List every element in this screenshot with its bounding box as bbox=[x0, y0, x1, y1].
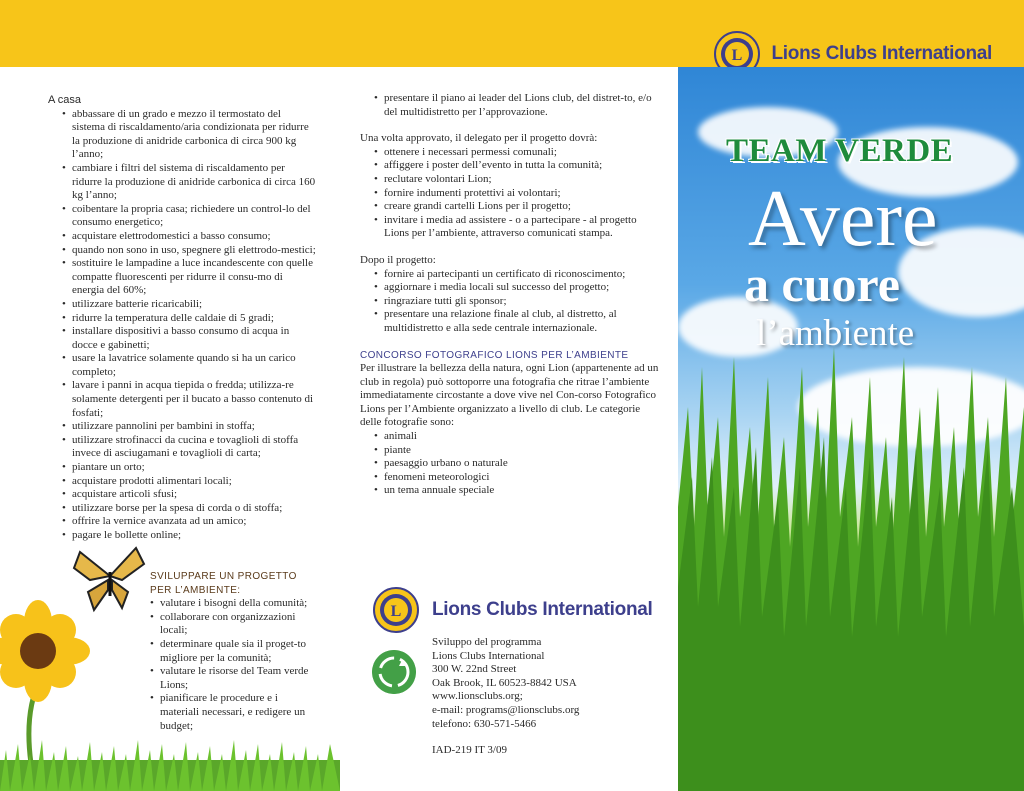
list-item: • collaborare con organizzazioni locali; bbox=[150, 611, 318, 638]
list-item: • acquistare prodotti alimentari locali; bbox=[48, 475, 316, 489]
list-item: • creare grandi cartelli Lions per il progetto; bbox=[360, 200, 660, 214]
list-item: • acquistare articoli sfusi; bbox=[48, 488, 316, 502]
list-item: • ringraziare tutti gli sponsor; bbox=[360, 295, 660, 309]
cover-title-line2: a cuore bbox=[744, 256, 900, 312]
list-item: • affiggere i poster dell’evento in tutta la comunità; bbox=[360, 159, 660, 173]
list-item: • animali bbox=[360, 430, 660, 444]
list-item: • lavare i panni in acqua tiepida o fredda; utilizza-re solamente detergenti per il bucato a basso contenuto di fosfati; bbox=[48, 379, 316, 420]
lions-emblem-icon bbox=[372, 586, 420, 634]
project-heading: SVILUPPARE UN PROGETTO PER L’AMBIENTE: bbox=[150, 571, 297, 596]
list-item: • utilizzare batterie ricaricabili; bbox=[48, 298, 316, 312]
list-item: • acquistare elettrodomestici a basso consumo; bbox=[48, 230, 316, 244]
contact-line: Oak Brook, IL 60523-8842 USA bbox=[432, 676, 577, 689]
after-project-list bbox=[360, 268, 660, 336]
grass-strip-image bbox=[0, 740, 340, 791]
cover-panel bbox=[678, 67, 1024, 791]
svg-text:L: L bbox=[390, 603, 402, 620]
list-item: • valutare le risorse del Team verde Lions; bbox=[150, 665, 318, 692]
contest-text: Per illustrare la bellezza della natura, ogni Lion (appartenente ad un club in regola) può sottoporre una fotografia che ritrae l’ambiente immediatamente circostante a dove vive nel Con-corso Fotografico Lions per l’Ambiente organizzato a livello di club. Le categorie delle fotografie sono: bbox=[360, 362, 659, 429]
project-steps-list bbox=[150, 597, 318, 733]
list-item: • piante bbox=[360, 444, 660, 458]
list-item: • presentare il piano ai leader del Lions club, del distret-to, e/o del multidistretto per l’approvazione. bbox=[360, 92, 660, 119]
list-item: • pianificare le procedure e i materiali necessari, e redigere un budget; bbox=[150, 692, 318, 733]
project-section bbox=[150, 570, 318, 733]
list-item: • aggiornare i media locali sul successo del progetto; bbox=[360, 281, 660, 295]
list-item: • determinare quale sia il proget-to migliore per la comunità; bbox=[150, 638, 318, 665]
list-item: • fenomeni meteorologici bbox=[360, 471, 660, 485]
list-item: • abbassare di un grado e mezzo il termostato del sistema di riscaldamento/aria condizionata per ridurre la produzione di anidride carbonica di circa 900 kg l’anno; bbox=[48, 108, 316, 162]
brand-footer bbox=[372, 586, 653, 634]
svg-text:L: L bbox=[732, 47, 743, 64]
contact-line: Lions Clubs International bbox=[432, 649, 545, 662]
cover-team-title: TEAM VERDE bbox=[726, 133, 954, 169]
list-item: • reclutare volontari Lion; bbox=[360, 173, 660, 187]
list-item: • presentare una relazione finale al club, al distretto, al multidistretto e alla sede centrale internazionale. bbox=[360, 308, 660, 335]
contest-heading: CONCORSO FOTOGRAFICO LIONS PER L’AMBIENTE bbox=[360, 349, 629, 361]
list-item: • ridurre la temperatura delle caldaie di 5 gradi; bbox=[48, 312, 316, 326]
list-item: • coibentare la propria casa; richiedere un control-lo del consumo energetico; bbox=[48, 203, 316, 230]
project-column bbox=[360, 92, 660, 498]
contact-block bbox=[432, 636, 579, 758]
contact-line: telefono: 630-571-5466 bbox=[432, 717, 537, 730]
list-item: • fornire indumenti protettivi ai volontari; bbox=[360, 187, 660, 201]
list-item: • fornire ai partecipanti un certificato di riconoscimento; bbox=[360, 268, 660, 282]
list-item: • paesaggio urbano o naturale bbox=[360, 457, 660, 471]
document-code: IAD-219 IT 3/09 bbox=[432, 744, 507, 757]
list-item: • usare la lavatrice solamente quando si ha un carico completo; bbox=[48, 352, 316, 379]
contact-line[interactable]: www.lionsclubs.org; bbox=[432, 690, 523, 703]
list-item: • piantare un orto; bbox=[48, 461, 316, 475]
list-item: • pagare le bollette online; bbox=[48, 529, 316, 543]
list-item: • utilizzare pannolini per bambini in stoffa; bbox=[48, 420, 316, 434]
list-item: • utilizzare borse per la spesa di corda o di stoffa; bbox=[48, 502, 316, 516]
cover-title-line1: Avere bbox=[748, 175, 938, 263]
delegate-tasks-list bbox=[360, 146, 660, 241]
brand-footer-title: Lions Clubs International bbox=[432, 599, 653, 620]
list-item: • offrire la vernice avanzata ad un amico; bbox=[48, 515, 316, 529]
list-item: • installare dispositivi a basso consumo di acqua in docce e gabinetti; bbox=[48, 325, 316, 352]
list-item: • invitare i media ad assistere - o a partecipare - al progetto Lions per l’ambiente, attraverso comunicati stampa. bbox=[360, 214, 660, 241]
contact-line: Sviluppo del programma bbox=[432, 636, 542, 648]
list-item: • un tema annuale speciale bbox=[360, 484, 660, 498]
home-tips-list bbox=[48, 108, 316, 543]
contact-line[interactable]: e-mail: programs@lionsclubs.org bbox=[432, 703, 580, 716]
brand-title: Lions Clubs International bbox=[771, 43, 992, 64]
home-tips-column bbox=[48, 94, 316, 543]
home-heading: A casa bbox=[48, 94, 82, 106]
after-intro: Dopo il progetto: bbox=[360, 253, 436, 266]
contact-lines bbox=[432, 636, 579, 731]
list-item: • sostituire le lampadine a luce incandescente con quelle compatte fluorescenti per ridurre il consu-mo di energia del 60%; bbox=[48, 257, 316, 298]
cover-title-line3: l’ambiente bbox=[756, 313, 915, 354]
list-item: • cambiare i filtri del sistema di riscaldamento per ridurre la produzione di anidride carbonica di circa 160 kg l’anno; bbox=[48, 162, 316, 203]
contact-line: 300 W. 22nd Street bbox=[432, 663, 517, 676]
grass-field-image bbox=[678, 347, 1024, 791]
photo-categories-list bbox=[360, 430, 660, 498]
recycle-icon bbox=[372, 650, 416, 694]
list-item: • quando non sono in uso, spegnere gli elettrodo-mestici; bbox=[48, 244, 316, 258]
approval-list bbox=[360, 92, 660, 119]
list-item: • ottenere i necessari permessi comunali; bbox=[360, 146, 660, 160]
list-item: • utilizzare strofinacci da cucina e tovaglioli di stoffa invece di asciugamani e tovaglioli di carta; bbox=[48, 434, 316, 461]
list-item: • valutare i bisogni della comunità; bbox=[150, 597, 318, 611]
approved-intro: Una volta approvato, il delegato per il progetto dovrà: bbox=[360, 132, 598, 145]
